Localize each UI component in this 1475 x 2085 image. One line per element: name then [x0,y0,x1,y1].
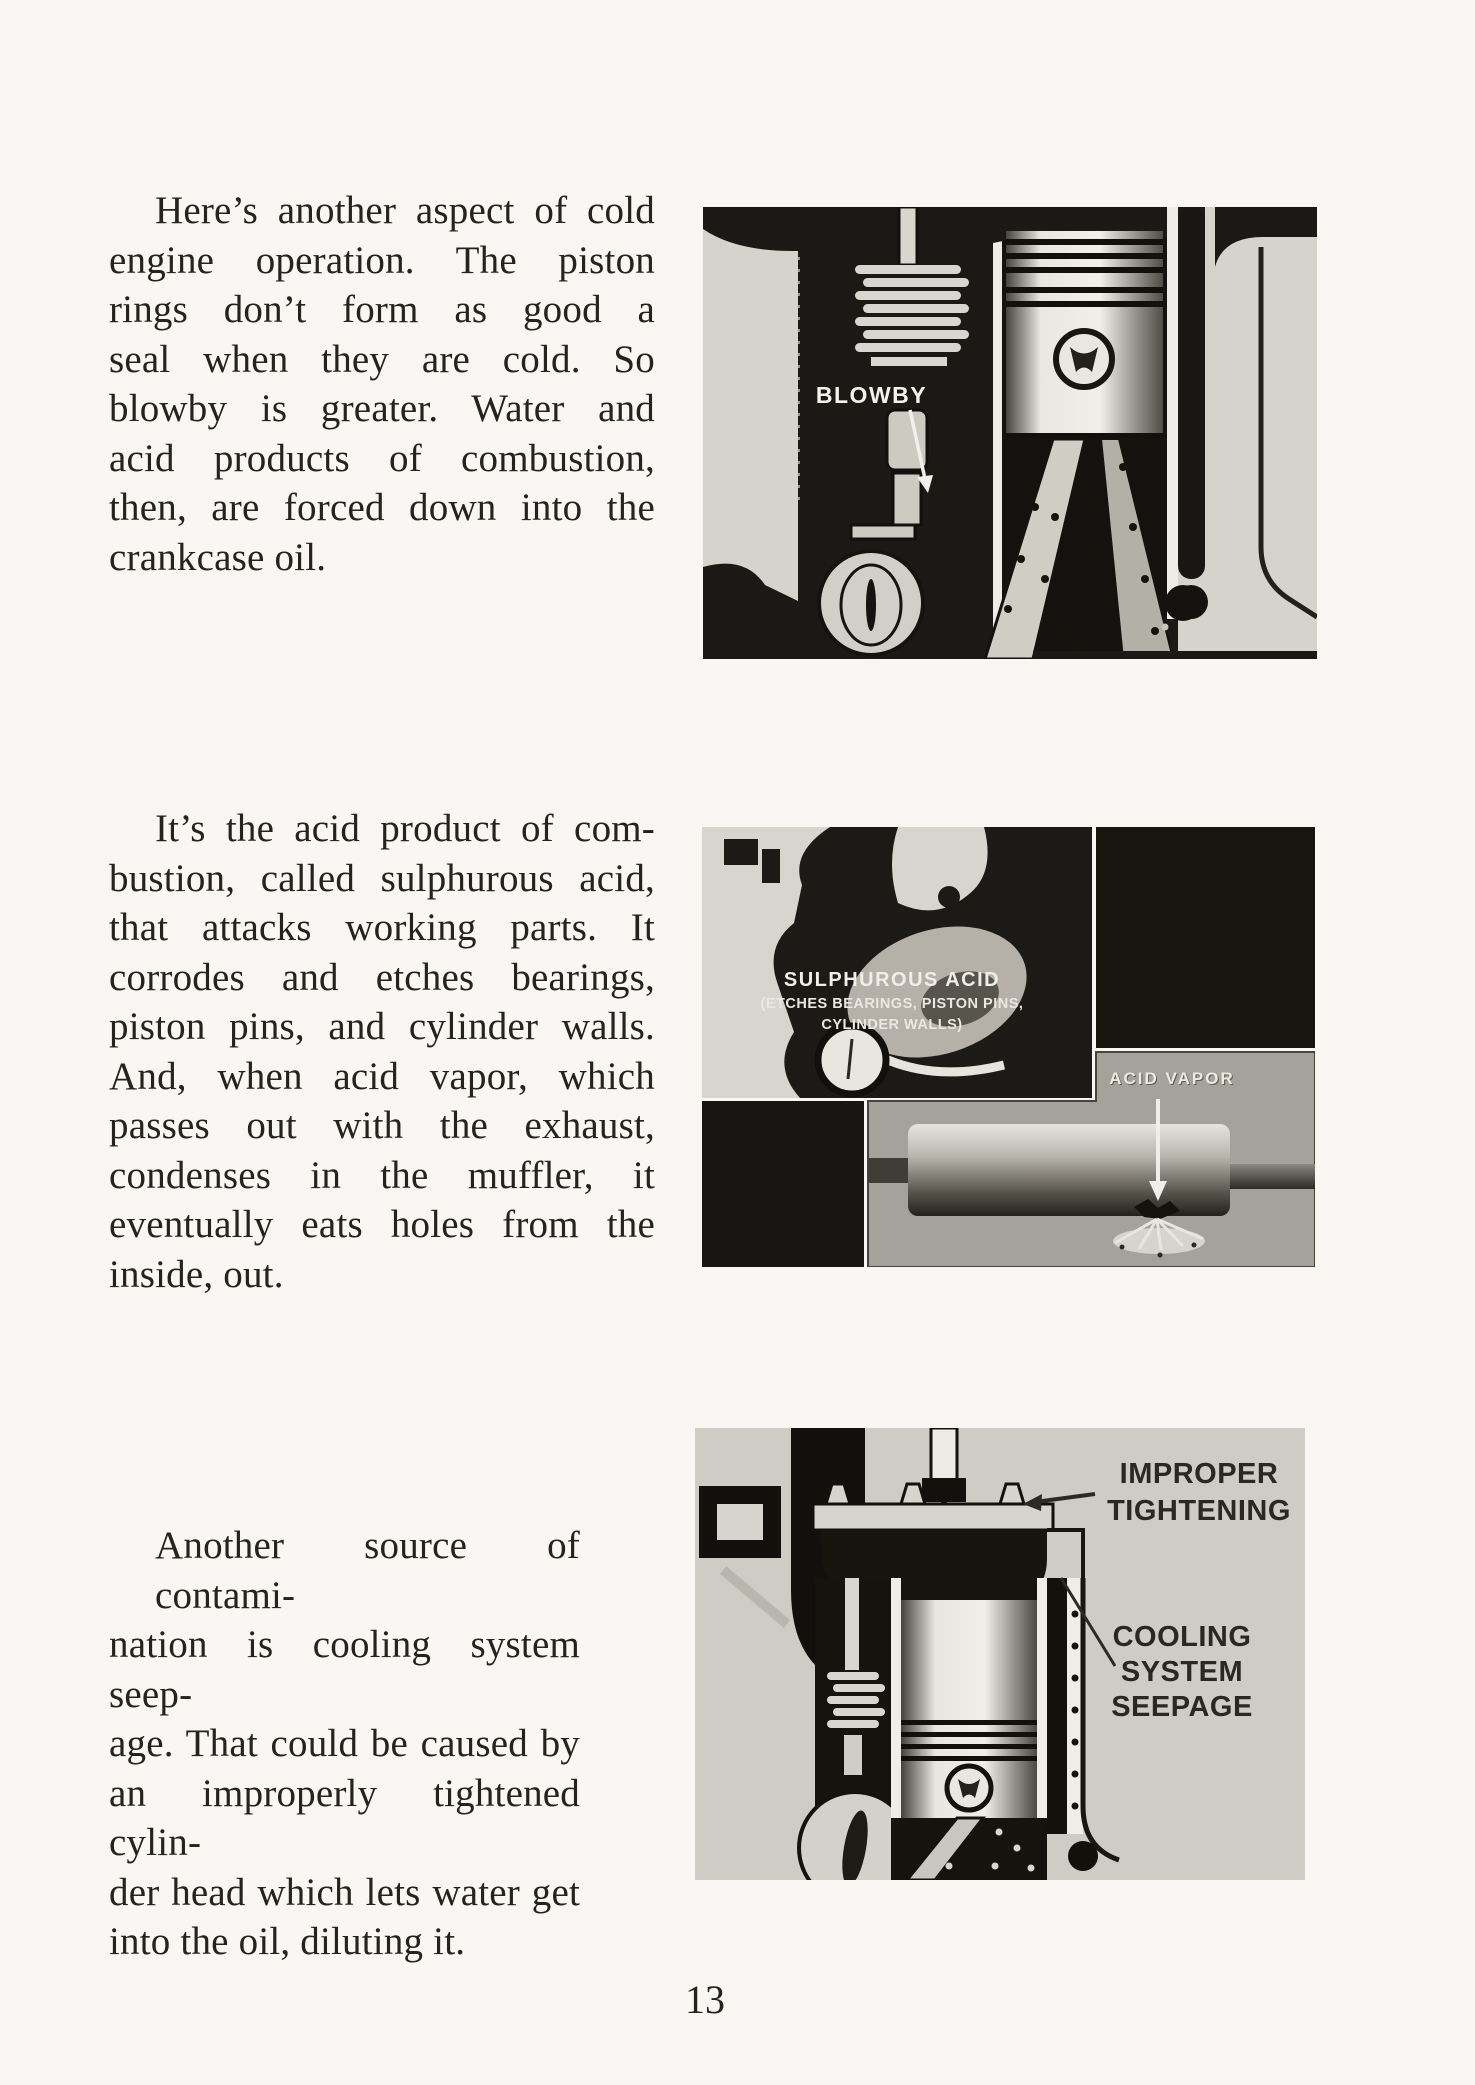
text-line: seal when they are cold. So [109,337,655,381]
engine-cutaway-blowby-art [703,207,1317,659]
acid-vapor-label: ACID VAPOR [1109,1069,1235,1088]
text-line: engine operation. The piston [109,238,655,282]
text-line: inside, out. [109,1252,284,1296]
improper-tightening-line-1: IMPROPER [1119,1458,1279,1490]
text-line: And, when acid vapor, which [109,1054,655,1098]
sulphurous-acid-label: SULPHUROUS ACID [783,969,1001,991]
blowby-label: BLOWBY [815,382,928,408]
figure-blowby-cutaway [703,207,1317,659]
page-number: 13 [685,1977,725,2022]
text-line: corrodes and etches bearings, [109,955,655,999]
paragraph-cooling-seepage [109,1521,580,1967]
cooling-seepage-line-3: SEEPAGE [1111,1691,1253,1723]
cooling-system-seepage-label [1093,1620,1271,1725]
text-line: an improperly tightened cylin- [109,1771,580,1864]
paragraph-sulphurous-acid [109,804,655,1299]
text-line: acid products of combustion, [109,436,655,480]
text-line: der head which lets water get [109,1870,580,1914]
text-line: blowby is greater. Water and [109,387,655,430]
acid-damage-art [702,827,1315,1267]
cooling-seepage-line-1: COOLING [1112,1621,1252,1653]
text-line: nation is cooling system seep- [109,1623,580,1716]
text-line: Here’s another aspect of cold [155,189,655,232]
text-line: Another source of contami- [155,1524,580,1617]
text-line: It’s the acid product of com- [155,807,655,850]
sulphurous-acid-sublabel-1: (ETCHES BEARINGS, PISTON PINS, [760,996,1024,1012]
text-line: crankcase oil. [109,535,327,579]
text-line: passes out with the exhaust, [109,1104,655,1147]
text-line: piston pins, and cylinder walls. [109,1005,655,1048]
text-line: that attacks working parts. It [109,906,655,949]
text-line: bustion, called sulphurous acid, [109,856,655,900]
text-line: rings don’t form as good a [109,288,655,331]
sulphurous-acid-sublabel-2: CYLINDER WALLS) [821,1017,963,1033]
cooling-seepage-line-2: SYSTEM [1120,1656,1244,1688]
paragraph-blowby [109,186,655,582]
text-line: age. That could be caused by [109,1722,580,1765]
text-line: eventually eats holes from the [109,1203,655,1246]
improper-tightening-line-2: TIGHTENING [1107,1495,1291,1527]
text-line: then, are forced down into the [109,486,655,529]
text-line: condenses in the muffler, it [109,1153,655,1197]
text-line: into the oil, diluting it. [109,1920,466,1963]
figure-cooling-seepage-cutaway [695,1428,1305,1880]
figure-sulphurous-acid-muffler [702,827,1315,1267]
improper-tightening-label [1093,1456,1305,1530]
